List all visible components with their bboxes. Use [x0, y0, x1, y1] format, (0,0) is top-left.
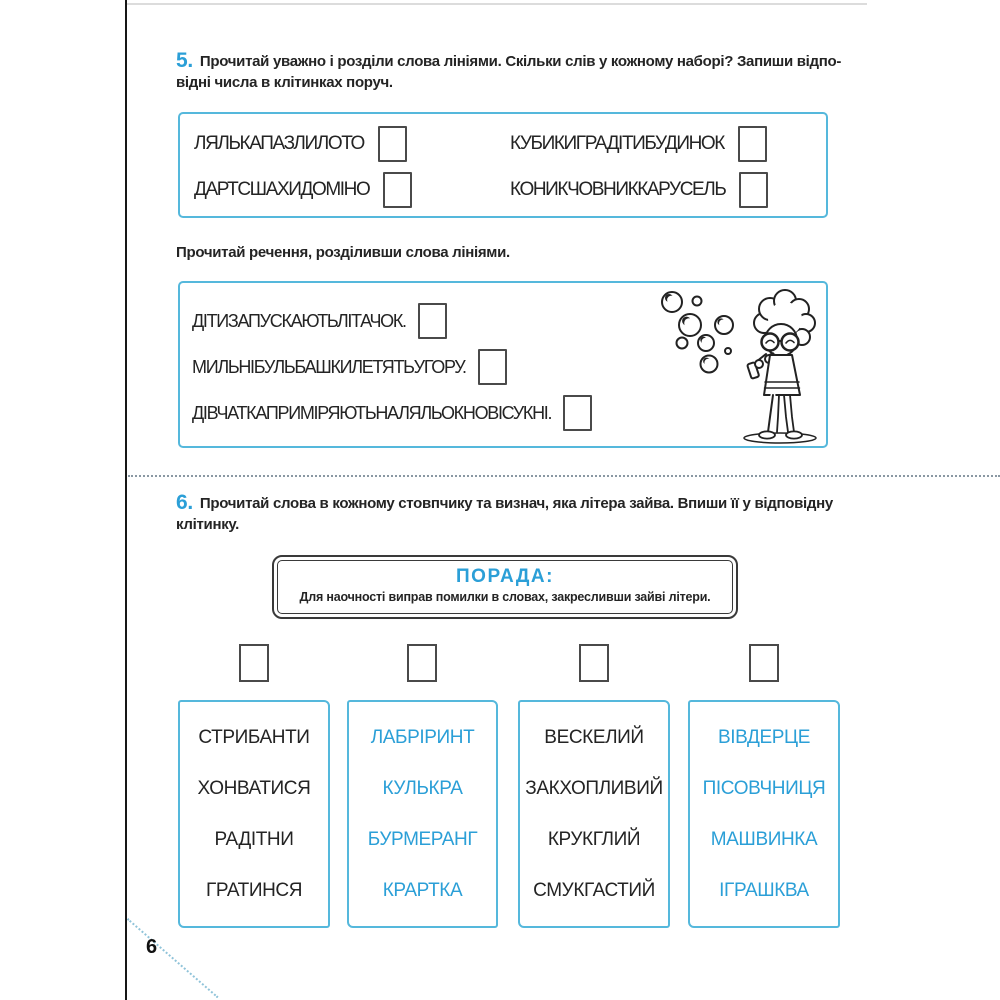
answer-cell-set-0[interactable] [378, 126, 407, 162]
answer-cell-sentence-1[interactable] [478, 349, 507, 385]
column-word: ВІВДЕРЦЕ [718, 726, 810, 748]
column-word: КУЛЬКРА [382, 777, 463, 799]
column-word: ВЕСКЕЛИЙ [544, 726, 644, 748]
column-word: КРАРТКА [382, 879, 463, 901]
column-word: ХОНВАТИСЯ [197, 777, 311, 799]
page-number: 6 [146, 936, 158, 958]
word-column-0 [178, 700, 330, 928]
child-blowing-bubbles-illustration [642, 285, 820, 445]
answer-cell-column-0[interactable] [239, 644, 269, 682]
word-set-row [194, 124, 407, 164]
column-word: СТРИБАНТИ [198, 726, 310, 748]
page-left-rule [125, 0, 127, 1000]
task6-instruction-line2: клітинку. [176, 516, 240, 533]
word-column-3 [688, 700, 840, 928]
sentence-row [192, 393, 592, 433]
task5-subinstruction: Прочитай речення, розділивши слова лініями. [176, 244, 510, 261]
sentence-1: МИЛЬНІБУЛЬБАШКИЛЕТЯТЬУГОРУ. [192, 356, 466, 377]
task5-instruction-line1: Прочитай уважно і розділи слова лініями. Скільки слів у кожному наборі? Запиши відпо- [199, 53, 842, 70]
word-sets-box [178, 112, 828, 218]
word-set-1: КУБИКИГРАДІТИБУДИНОК [510, 133, 724, 154]
sentence-row [192, 347, 507, 387]
answer-cell-column-1[interactable] [407, 644, 437, 682]
answer-cell-set-2[interactable] [383, 172, 412, 208]
bubbles [662, 292, 733, 373]
tip-box-inner [277, 560, 733, 614]
answer-cell-column-2[interactable] [579, 644, 609, 682]
word-set-row [510, 170, 768, 210]
answer-cell-column-3[interactable] [749, 644, 779, 682]
column-word: ІГРАШКВА [719, 879, 809, 901]
column-word: БУРМЕРАНГ [367, 828, 478, 850]
sentences-box [178, 281, 828, 448]
sentence-row [192, 301, 447, 341]
sentence-0: ДІТИЗАПУСКАЮТЬЛІТАЧОК. [192, 310, 406, 331]
task5-instruction [176, 50, 896, 93]
word-column-2 [518, 700, 670, 928]
answer-cell-sentence-2[interactable] [563, 395, 592, 431]
tip-title: ПОРАДА: [456, 566, 554, 587]
sentence-2: ДІВЧАТКАПРИМІРЯЮТЬНАЛЯЛЬОКНОВІСУКНІ. [192, 402, 552, 423]
column-word: ПІСОВЧНИЦЯ [702, 777, 826, 799]
task5-number: 5. [176, 49, 193, 72]
section-separator [128, 475, 1000, 477]
word-set-2: ДАРТСШАХИДОМІНО [194, 179, 370, 200]
task6-instruction-line1: Прочитай слова в кожному стовпчику та визнач, яка літера зайва. Впиши її у відповідну [199, 495, 833, 512]
column-word: ГРАТИНСЯ [205, 879, 303, 901]
task5-instruction-line2: відні числа в клітинках поруч. [176, 74, 393, 91]
answer-cell-set-3[interactable] [739, 172, 768, 208]
corner-dotted-line [127, 918, 219, 998]
answer-cell-set-1[interactable] [738, 126, 767, 162]
tip-box [272, 555, 738, 619]
column-word: МАШВИНКА [710, 828, 818, 850]
word-set-0: ЛЯЛЬКАПАЗЛИЛОТО [194, 133, 364, 154]
page-top-rule [127, 3, 867, 5]
column-word: РАДІТНИ [214, 828, 294, 850]
column-word: ЛАБРІРИНТ [370, 726, 475, 748]
word-column-1 [347, 700, 498, 928]
word-set-3: КОНИКЧОВНИККАРУСЕЛЬ [510, 179, 726, 200]
task6-number: 6. [176, 491, 193, 514]
word-set-row [194, 170, 412, 210]
word-set-row [510, 124, 767, 164]
task6-instruction [176, 492, 896, 535]
answer-cell-sentence-0[interactable] [418, 303, 447, 339]
tip-text: Для наочності виправ помилки в словах, закресливши зайві літери. [299, 590, 711, 604]
column-word: ЗАКХОПЛИВИЙ [525, 777, 663, 799]
column-word: КРУКГЛИЙ [547, 828, 641, 850]
column-word: СМУКГАСТИЙ [533, 879, 655, 901]
